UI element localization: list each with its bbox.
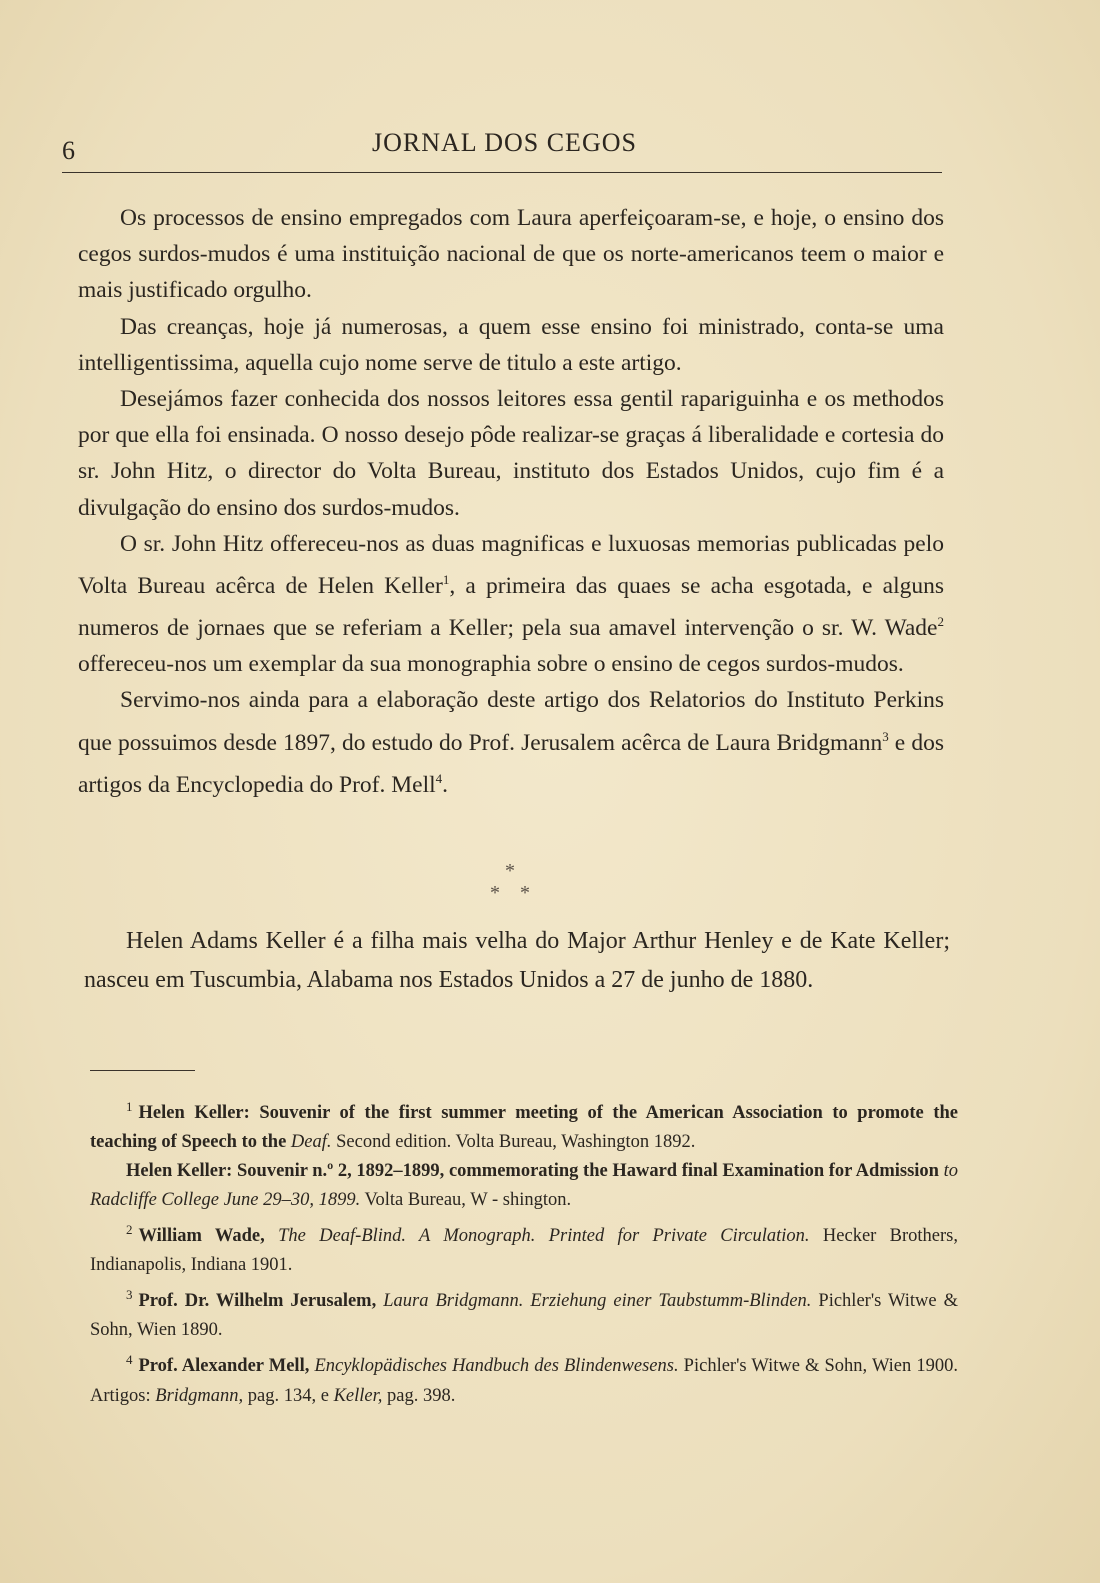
article-body [78, 200, 944, 803]
footnote-title-italic: Deaf. [290, 1132, 332, 1153]
footnote-ref-page: pag. 134, e [243, 1385, 334, 1406]
separator-star: * [520, 882, 530, 904]
footnote-ref: 1 [442, 572, 450, 588]
text-run: Servimo-nos ainda para a elaboração deste artigo dos Relatorios do Instituto Perkins que possuimos desde 1897, do estudo do Prof. Jerusalem acêrca de Laura Bridgmann [78, 687, 944, 756]
footnote-number: 1 [126, 1099, 133, 1114]
footnote-title: Souvenir of the first summer meeting of the American Association to promote the teaching of Speech to the [90, 1103, 958, 1153]
text-run: O sr. John Hitz offereceu-nos as duas magnificas e luxuosas memorias publicadas pelo Volta Bureau acêrca de Helen Keller [78, 530, 944, 599]
paragraph [78, 526, 944, 682]
footnote-rest: Pichler's Witwe & Sohn, Wien 1900. Artigos: [90, 1356, 958, 1406]
footnote-ref-title: Bridgmann, [155, 1385, 244, 1406]
header-rule [62, 172, 942, 173]
footnote [90, 1215, 958, 1280]
footnote-title-italic: Laura Bridgmann. Erziehung einer Taubstumm-Blinden. [376, 1291, 812, 1312]
footnote-ref: 2 [937, 614, 944, 630]
footnote-number: 3 [126, 1287, 133, 1303]
footnote [90, 1345, 958, 1410]
text-run: , a primeira das quaes se acha esgotada, e alguns numeros de jornaes que se referiam a Keller; pela sua amavel intervenção o sr. W. Wade [78, 572, 944, 641]
footnote-title-italic: to Radcliffe College June 29–30, 1899. [90, 1161, 958, 1211]
page-header [62, 128, 942, 168]
footnote-author: Prof. Alexander Mell, [138, 1356, 310, 1377]
footnote-ref-page: pag. 398. [382, 1385, 456, 1406]
running-title: JORNAL DOS CEGOS [372, 128, 637, 157]
footnote-ref-title: Keller, [333, 1385, 383, 1406]
footnotes [90, 1092, 958, 1411]
footnote-rest: Pichler's Witwe & Sohn, Wien 1890. [90, 1291, 958, 1341]
footnote-author: Helen Keller: [138, 1103, 250, 1124]
paragraph: Os processos de ensino empregados com Laura aperfeiçoaram-se, e hoje, o ensino dos cegos surdos-mudos é uma instituição nacional de que os norte-americanos teem o maior e mais justificado orgulho. [78, 205, 944, 304]
section-body [84, 922, 950, 1000]
text-run: offereceu-nos um exemplar da sua monographia sobre o ensino de cegos surdos-mudos. [78, 651, 904, 678]
footnote-title-italic: Encyklopädisches Handbuch des Blindenwesens. [309, 1356, 679, 1377]
footnote-author: William Wade, [138, 1226, 265, 1247]
separator-star: * [490, 882, 500, 904]
paragraph: Desejámos fazer conhecida dos nossos leitores essa gentil rapariguinha e os methodos por que ella foi ensinada. O nosso desejo pôde realizar-se graças á liberalidade e cortesia do sr. John Hitz, o director do Volta Bureau, instituto dos Estados Unidos, cujo fim é a divulgação do ensino dos surdos-mudos. [78, 386, 944, 521]
text-run: . [442, 771, 449, 798]
footnote-title-italic: The Deaf-Blind. A Monograph. Printed for Private Circulation. [264, 1226, 810, 1247]
text-run: e dos artigos da Encyclopedia do Prof. Mell [78, 729, 944, 798]
paragraph: Das creanças, hoje já numerosas, a quem esse ensino foi ministrado, conta-se uma intelligentissima, aquella cujo nome serve de titulo a este artigo. [78, 313, 944, 376]
footnote [90, 1092, 958, 1157]
page-number: 6 [62, 136, 75, 165]
footnote-ref: 3 [882, 728, 889, 744]
paragraph [78, 682, 944, 802]
footnote [90, 1157, 958, 1215]
footnote-rule [90, 1070, 195, 1071]
footnote [90, 1280, 958, 1345]
footnote-rest: Hecker Brothers, Indianapolis, Indiana 1901. [90, 1226, 959, 1276]
footnote-rest: Second edition. Volta Bureau, Washington 1892. [331, 1132, 696, 1153]
separator-star: * [505, 860, 515, 882]
section-separator [470, 860, 550, 904]
footnote-rest: Volta Bureau, W - shington. [360, 1190, 572, 1211]
paragraph: Helen Adams Keller é a filha mais velha do Major Arthur Henley e de Kate Keller; nasceu em Tuscumbia, Alabama nos Estados Unidos a 27 de junho de 1880. [84, 928, 950, 993]
footnote-number: 2 [126, 1222, 133, 1238]
footnote-author: Helen Keller: [126, 1161, 233, 1182]
footnote-author: Prof. Dr. Wilhelm Jerusalem, [138, 1291, 377, 1312]
footnote-ref: 4 [435, 770, 443, 786]
footnote-number: 4 [126, 1352, 133, 1368]
footnote-title: Souvenir n.º 2, 1892–1899, commemorating the Haward final Examination for Admission [232, 1161, 944, 1182]
